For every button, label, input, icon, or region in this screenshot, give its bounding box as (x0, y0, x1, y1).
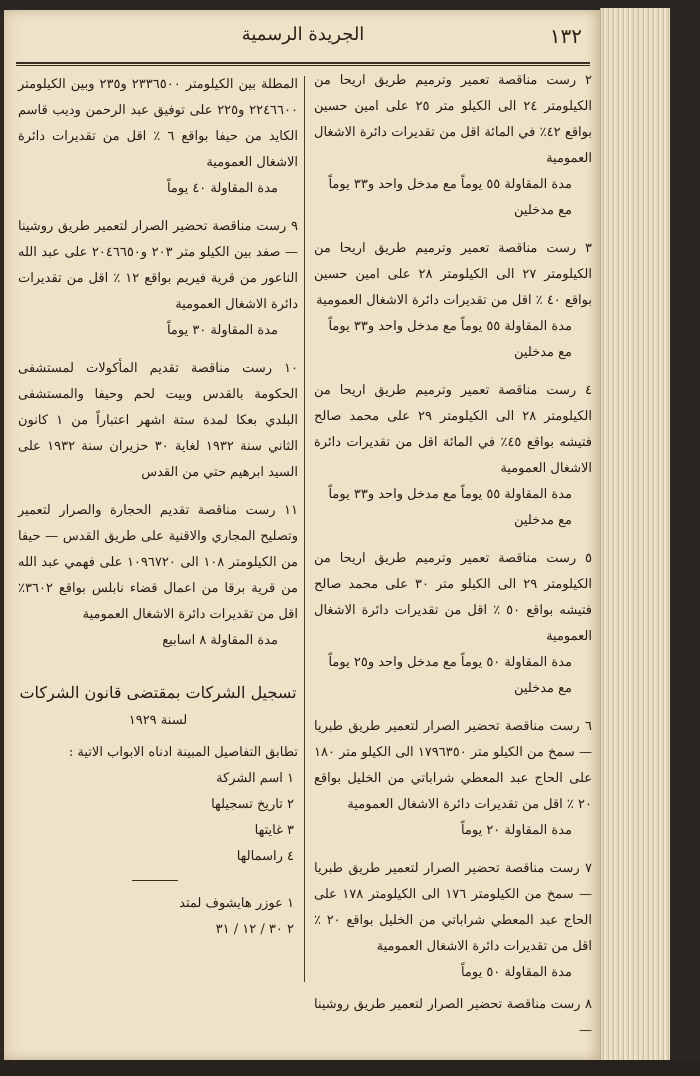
tender-item-7: ٧ رست مناقصة تحضير الصرار لتعمير طريق طبريا — سمخ من الكيلومتر ١٧٦ الى الكيلومتر ١٧٨ على الحاج عبد المعطي شراباتي من الخليل بواقع ٢٠ ٪ اقل من تقديرات دائرة الاشغال العمومية (314, 861, 592, 954)
left-column (18, 72, 298, 943)
tender-duration-4: مدة المقاولة ٥٥ يوماً مع مدخل واحد و٣٣ يوماً مع مدخلين (328, 487, 572, 528)
section-title: تسجيل الشركات بمقتضى قانون الشركات (19, 683, 297, 702)
tender-item-6: ٦ رست مناقصة تحضير الصرار لتعمير طريق طبريا — سمخ من الكيلو متر ١٧٩٦٣٥٠ الى الكيلو متر ١٨٠ على الحاج عبد المعطي شراباتي من الخليل بواقع ٢٠ ٪ اقل من تقديرات دائرة الاشغال العمومية (314, 719, 592, 812)
tender-duration-2: مدة المقاولة ٥٥ يوماً مع مدخل واحد و٣٣ يوماً مع مدخلين (328, 177, 572, 218)
field-list-item: ١ اسم الشركة (216, 771, 294, 786)
tender-duration-7: مدة المقاولة ٥٠ يوماً (460, 965, 572, 980)
tender-item-8: ٨ رست مناقصة تحضير الصرار لتعمير طريق روشينا — (314, 997, 592, 1038)
tender-continuation-duration: مدة المقاولة ٤٠ يوماً (166, 181, 278, 196)
tender-duration-6: مدة المقاولة ٢٠ يوماً (460, 823, 572, 838)
top-dark-edge (0, 0, 700, 10)
tender-item-2: ٢ رست مناقصة تعمير وترميم طريق اريحا من الكيلومتر ٢٤ الى الكيلو متر ٢٥ على امين حسين بواقع ٤٢٪ في المائة اقل من تقديرات دائرة الاشغال العمومية (314, 73, 592, 166)
tender-duration-5: مدة المقاولة ٥٠ يوماً مع مدخل واحد و٢٥ يوماً مع مدخلين (328, 655, 572, 696)
right-column (314, 68, 592, 1044)
gazette-title: الجريدة الرسمية (241, 24, 365, 45)
book-cover-edge (670, 0, 700, 1076)
header-rule-thin (16, 65, 590, 66)
field-list-item: ٢ تاريخ تسجيلها (211, 797, 294, 812)
column-divider (304, 76, 305, 982)
section-year: لسنة ١٩٢٩ (128, 713, 188, 728)
tender-duration-11: مدة المقاولة ٨ اسابيع (162, 633, 278, 648)
section-separator (132, 880, 178, 881)
field-list-item: ٣ غايتها (254, 823, 294, 838)
tender-duration-9: مدة المقاولة ٣٠ يوماً (166, 323, 278, 338)
page-header (14, 18, 592, 58)
tender-item-5: ٥ رست مناقصة تعمير وترميم طريق اريحا من الكيلومتر ٢٩ الى الكيلو متر ٣٠ على محمد صالح فتيشه بواقع ٥٠ ٪ اقل من تقديرات دائرة الاشغال العمومية (314, 551, 592, 644)
tender-continuation: المطلة بين الكيلومتر ٢٣٣٦٥٠٠ و٢٣٥ وبين الكيلومتر ٢٢٤٦٦٠٠ و٢٢٥ على توفيق عبد الرحمن وديب قاسم الكايد من حيفا بواقع ٦ ٪ اقل من تقديرات دائرة الاشغال العمومية (18, 77, 298, 170)
page-edges-stack (600, 8, 671, 1060)
tender-item-9: ٩ رست مناقصة تحضير الصرار لتعمير طريق روشينا — صفد بين الكيلو متر ٢٠٣ و٢٠٤٦٦٥٠ على عبد الله الناعور من قرية فيريم بواقع ١٢ ٪ اقل من تقديرات دائرة الاشغال العمومية (18, 219, 298, 312)
company-entry-name: ١ عوزر هايشوف لمتد (179, 896, 294, 911)
tender-item-11: ١١ رست مناقصة تقديم الحجارة والصرار لتعمير وتصليح المجاري والاقنية على طريق القدس — حيفا من الكيلومتر ١٠٨ الى ١٠٩٦٧٢٠ على فهمي عبد الله من قرية برقا من اعمال قضاء نابلس بواقع ٣٦٠٢٪ اقل من تقديرات دائرة الاشغال العمومية (18, 503, 298, 622)
section-intro: تطابق التفاصيل المبينة ادناه الابواب الاتية : (68, 745, 298, 760)
tender-item-4: ٤ رست مناقصة تعمير وترميم طريق اريحا من الكيلومتر ٢٨ الى الكيلومتر ٢٩ على محمد صالح فتيشه بواقع ٤٥٪ في المائة اقل من تقديرات دائرة الاشغال العمومية (314, 383, 592, 476)
company-entry-date: ٢ ٣٠ / ١٢ / ٣١ (215, 922, 294, 937)
field-list-item: ٤ راسمالها (236, 849, 294, 864)
header-rule (16, 62, 590, 64)
tender-duration-3: مدة المقاولة ٥٥ يوماً مع مدخل واحد و٣٣ يوماً مع مدخلين (328, 319, 572, 360)
page-number: ١٣٢ (549, 24, 582, 48)
tender-item-10: ١٠ رست مناقصة تقديم المأكولات لمستشفى الحكومة بالقدس وبيت لحم وحيفا والمستشفى البلدي بعكا لمدة ستة اشهر اعتباراً من ١ كانون الثاني سنة ١٩٣٢ لغاية ٣٠ حزيران سنة ١٩٣٢ على السيد ابرهيم حتي من القدس (18, 361, 299, 480)
bottom-dark-edge (0, 1060, 700, 1076)
tender-item-3: ٣ رست مناقصة تعمير وترميم طريق اريحا من الكيلومتر ٢٧ الى الكيلومتر ٢٨ على امين حسين بواقع ٤٠ ٪ اقل من تقديرات دائرة الاشغال العمومية (314, 241, 592, 308)
